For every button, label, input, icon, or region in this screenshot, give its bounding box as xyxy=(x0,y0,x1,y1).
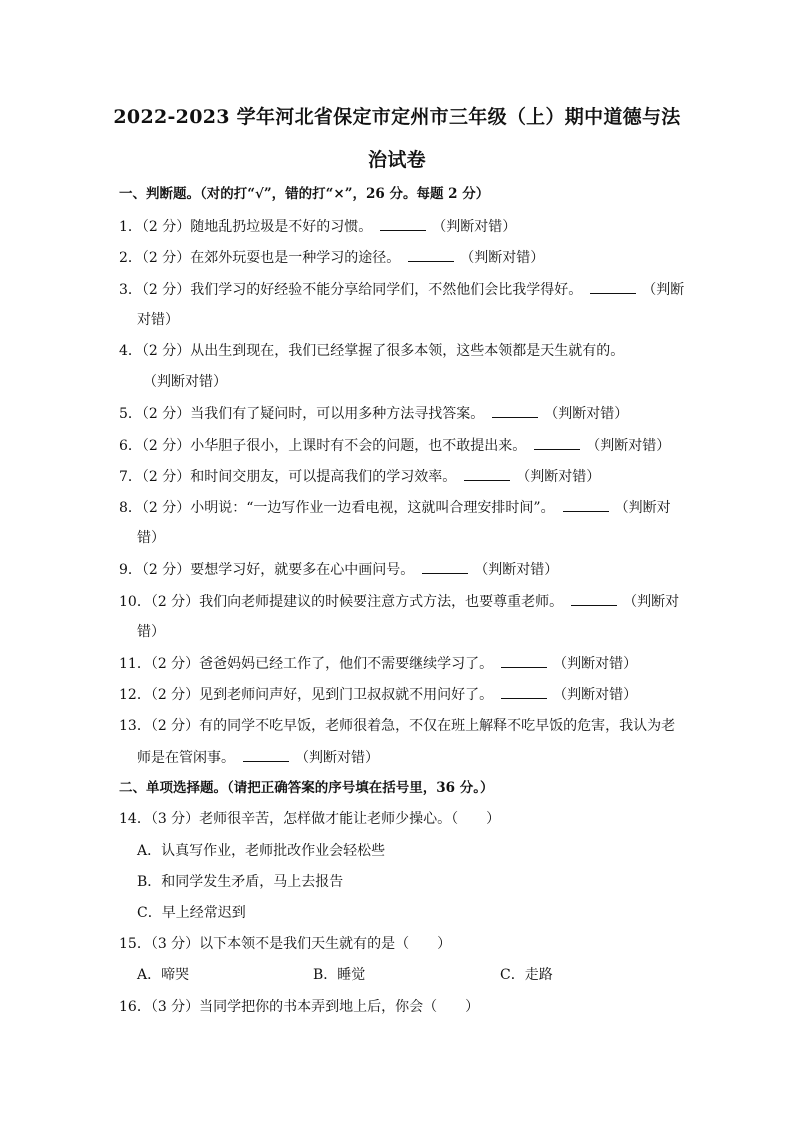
question-12: 12．（2 分）见到老师问声好，见到门卫叔叔就不用问好了。 （判断对错） xyxy=(119,684,637,705)
answer-blank[interactable] xyxy=(408,247,454,262)
section2-heading: 二、单项选择题。（请把正确答案的序号填在括号里，36 分。） xyxy=(119,780,494,796)
answer-blank[interactable] xyxy=(464,466,510,481)
answer-blank[interactable] xyxy=(501,684,547,699)
question-10-cont: 错） xyxy=(137,624,165,640)
question-2: 2．（2 分）在郊外玩耍也是一种学习的途径。 （判断对错） xyxy=(119,247,544,268)
answer-blank[interactable] xyxy=(492,403,538,418)
question-1: 1．（2 分）随地乱扔垃圾是不好的习惯。 （判断对错） xyxy=(119,216,516,237)
question-15: 15．（3 分）以下本领不是我们天生就有的是（ ） xyxy=(119,936,452,952)
question-14-option-a[interactable]: A．认真写作业，老师批改作业会轻松些 xyxy=(137,843,386,859)
question-15-option-b[interactable]: B．睡觉 xyxy=(313,967,366,983)
answer-blank[interactable] xyxy=(571,591,617,606)
question-15-option-c[interactable]: C．走路 xyxy=(500,967,553,983)
question-16: 16．（3 分）当同学把你的书本弄到地上后，你会（ ） xyxy=(119,999,480,1015)
question-15-option-a[interactable]: A．啼哭 xyxy=(137,967,190,983)
question-7: 7．（2 分）和时间交朋友，可以提高我们的学习效率。 （判断对错） xyxy=(119,466,600,487)
section1-heading: 一、判断题。（对的打“√”，错的打“×”，26 分。每题 2 分） xyxy=(119,186,490,202)
question-14: 14．（3 分）老师很辛苦，怎样做才能让老师少操心。（ ） xyxy=(119,811,501,827)
answer-blank[interactable] xyxy=(563,497,609,512)
answer-blank[interactable] xyxy=(243,747,289,762)
answer-blank[interactable] xyxy=(534,435,580,450)
question-14-option-b[interactable]: B．和同学发生矛盾，马上去报告 xyxy=(137,874,344,890)
question-13-cont: 师是在管闲事。 （判断对错） xyxy=(137,747,379,768)
question-8: 8．（2 分）小明说：“一边写作业一边看电视，这就叫合理安排时间”。 （判断对 xyxy=(119,497,671,518)
answer-blank[interactable] xyxy=(380,216,426,231)
question-3-cont: 对错） xyxy=(137,312,179,328)
question-3: 3．（2 分）我们学习的好经验不能分享给同学们，不然他们会比我学得好。 （判断 xyxy=(119,279,684,300)
question-10: 10．（2 分）我们向老师提建议的时候要注意方式方法，也要尊重老师。 （判断对 xyxy=(119,591,679,612)
question-4: 4．（2 分）从出生到现在，我们已经掌握了很多本领，这些本领都是天生就有的。 xyxy=(119,343,625,359)
question-11: 11．（2 分）爸爸妈妈已经工作了，他们不需要继续学习了。 （判断对错） xyxy=(119,653,637,674)
question-13: 13．（2 分）有的同学不吃早饭，老师很着急，不仅在班上解释不吃早饭的危害，我认为老 xyxy=(119,718,676,734)
question-9: 9．（2 分）要想学习好，就要多在心中画问号。 （判断对错） xyxy=(119,559,558,580)
question-4-cont: （判断对错） xyxy=(143,374,227,390)
exam-title-line1: 2022-2023 学年河北省保定市定州市三年级（上）期中道德与法 xyxy=(113,106,681,128)
answer-blank[interactable] xyxy=(501,653,547,668)
answer-blank[interactable] xyxy=(590,279,636,294)
question-6: 6．（2 分）小华胆子很小，上课时有不会的问题，也不敢提出来。 （判断对错） xyxy=(119,435,670,456)
exam-title-line2: 治试卷 xyxy=(368,149,426,171)
question-5: 5．（2 分）当我们有了疑问时，可以用多种方法寻找答案。 （判断对错） xyxy=(119,403,628,424)
question-14-option-c[interactable]: C．早上经常迟到 xyxy=(137,905,246,921)
answer-blank[interactable] xyxy=(422,559,468,574)
question-8-cont: 错） xyxy=(137,530,165,546)
